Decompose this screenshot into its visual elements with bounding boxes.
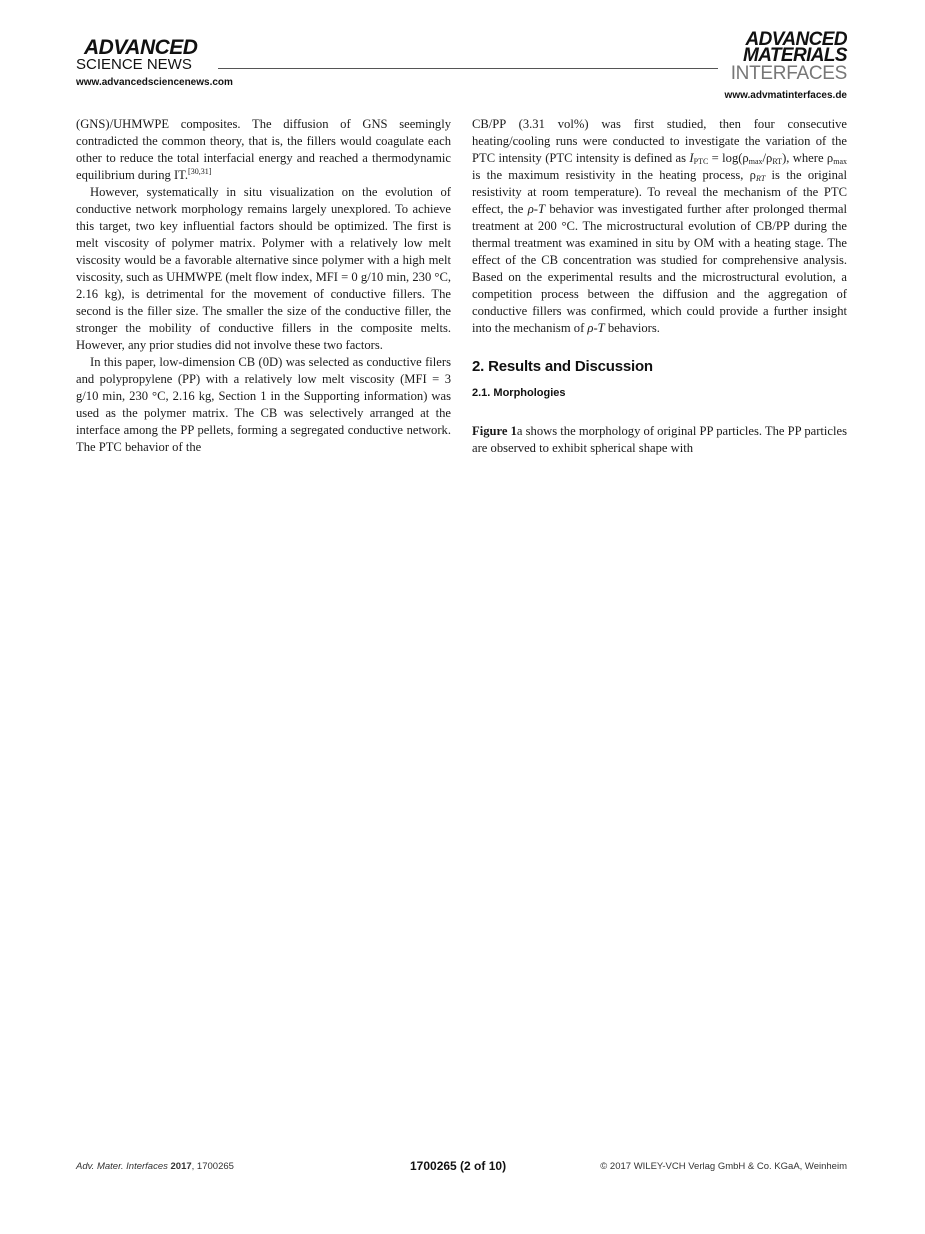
- left-logo-line2: SCIENCE NEWS: [76, 56, 192, 73]
- advanced-materials-interfaces-logo: [730, 29, 847, 84]
- page-footer: [76, 1161, 847, 1177]
- subsection-heading: 2.1. Morphologies: [472, 387, 566, 399]
- paragraph: (GNS)/UHMWPE composites. The diffusion of GNS seemingly contradicted the common theory, that is, the fillers would coagulate each other to reduce the total interfacial energy and reached a thermodynamic equilibrium during IT.[30,31]: [76, 117, 451, 182]
- copyright: © 2017 WILEY-VCH Verlag GmbH & Co. KGaA, Weinheim: [600, 1161, 847, 1172]
- left-column: [76, 116, 451, 456]
- right-logo-line2: MATERIALS: [742, 45, 847, 66]
- right-url[interactable]: www.advmatinterfaces.de: [724, 90, 847, 101]
- left-logo-line1: ADVANCED: [84, 36, 198, 59]
- left-url[interactable]: www.advancedsciencenews.com: [76, 77, 233, 88]
- page-number: 1700265 (2 of 10): [410, 1159, 507, 1173]
- header-rule: [218, 68, 718, 69]
- advanced-science-news-logo: [76, 38, 197, 72]
- right-logo-line3: INTERFACES: [730, 63, 847, 84]
- section-heading: 2. Results and Discussion: [472, 358, 653, 375]
- right-column: [472, 116, 847, 457]
- paragraph: However, systematically in situ visualization on the evolution of conductive network morphology remains largely unexplored. To achieve this target, two key influential factors should be optimized. The first is melt viscosity of polymer matrix. Polymer with a relatively low melt viscosity would be a favorable alternative since polymer with a high melt viscosity, such as UHMWPE (melt flow index, MFI = 0 g/10 min, 230 °C, 2.16 kg), is detrimental for the movement of conductive fillers. The second is the filler size. The smaller the size of the conductive filler, the stronger the mobility of conductive fillers in the composite melts. However, any prior studies did not involve these two factors.: [76, 185, 451, 352]
- paragraph: CB/PP (3.31 vol%) was first studied, then four consecutive heating/cooling runs were conducted to investigate the variation of the PTC intensity (PTC intensity is defined as $I_{PTC} = \log(\rho_{max}/\rho_{RT})$, where $\rho_{max}$ is the maximum resistivity in the heating process, $\rho_{RT}$ is the original resistivity at room temperature). To reveal the mechanism of the PTC effect, the ρ-T behavior was investigated further after prolonged thermal treatment at 200 °C. The microstructural evolution of CB/PP during the thermal treatment was examined in situ by OM with a heating stage. The effect of the CB concentration was studied for comprehensive analysis. Based on the experimental results and the microstructural evolution, a competition process between the diffusion and the aggregation of conductive fillers was confirmed, which could provide a further insight into the mechanism of ρ-T behaviors.: [472, 117, 847, 335]
- paragraph: In this paper, low-dimension CB (0D) was selected as conductive filers and polypropylene (PP) with a relatively low melt viscosity (MFI = 3 g/10 min, 230 °C, 2.16 kg, Section 1 in the Supporting information) was used as the polymer matrix. The CB was selectively arranged at the interface among the PP pellets, forming a segregated conductive network. The PTC behavior of the: [76, 355, 451, 454]
- paragraph: Figure 1a shows the morphology of original PP particles. The PP particles are observed to exhibit spherical shape with: [472, 424, 848, 455]
- citation-ref[interactable]: [30,31]: [188, 167, 212, 176]
- footer-citation: Adv. Mater. Interfaces 2017, 1700265: [76, 1161, 234, 1172]
- right-logo-line1: ADVANCED: [745, 29, 847, 50]
- figure-ref[interactable]: Figure 1: [472, 424, 517, 438]
